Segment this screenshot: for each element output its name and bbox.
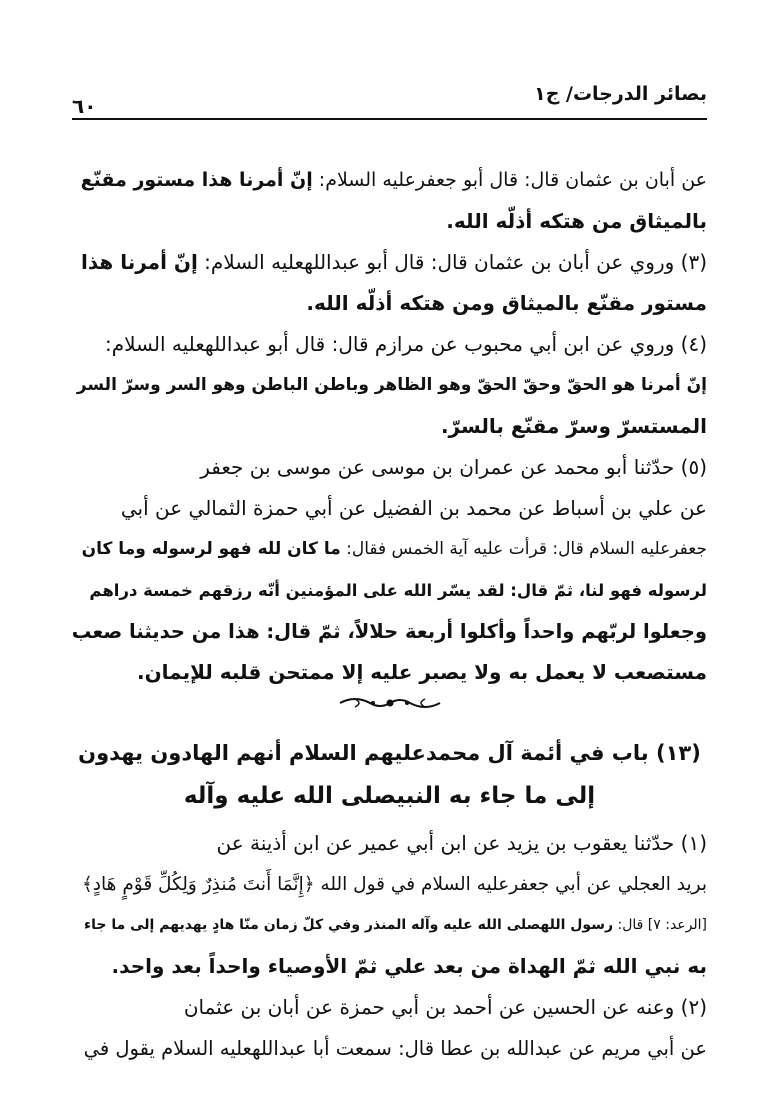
text-line: (٤) وروي عن ابن أبي محبوب عن مرازم قال: قال أبو عبداللهعليه السلام: [105,332,707,356]
text-line: جعفرعليه السلام قال: قرأت عليه آية الخمس فقال: ما كان لله فهو لرسوله وما كان [81,539,707,559]
text-line: المستسرّ وسرّ مقنّع بالسرّ. [440,414,707,438]
text-line: وجعلوا لربّهم واحداً وأكلوا أربعة حلالاً، ثمّ قال: هذا من حديثنا صعب [72,620,707,643]
chapter-heading [72,732,707,818]
text-block-bottom [72,823,707,1069]
text-line: عن أبي مريم عن عبدالله بن عطا قال: سمعت أبا عبداللهعليه السلام يقول في [83,1037,707,1060]
text-line: (٢) وعنه عن الحسين عن أحمد بن أبي حمزة عن أبان بن عثمان [183,995,707,1019]
chapter-heading-line-1: (١٣) باب في أئمة آل محمدعليهم السلام أنهم الهادون يهدون [78,741,701,765]
text-line: مستور مقنّع بالميثاق ومن هتكه أذلّه الله. [306,291,707,315]
page-number: ٦٠ [72,94,97,118]
text-line: بريد العجلي عن أبي جعفرعليه السلام في قول الله ﴿إِنَّمَا أَنتَ مُنذِرٌ وَلِكُلِّ قَوْمٍ هَادٍ﴾ [81,874,707,895]
text-line: [الرعد: ٧] قال: رسول اللهصلى الله عليه وآله المنذر وفي كلّ زمان منّا هادٍ يهديهم إلى ما جاء [83,917,707,933]
text-line: مستصعب لا يعمل به ولا يصبر عليه إلا ممتحن قلبه للإيمان. [136,660,707,684]
running-header-title: بصائر الدرجات/ ج١ [534,83,707,105]
text-line: به نبي الله ثمّ الهداة من بعد علي ثمّ الأوصياء واحداً بعد واحد. [111,954,707,978]
text-line: لرسوله فهو لنا، ثمّ قال: لقد يسّر الله على المؤمنين أنّه رزقهم خمسة دراهم [89,581,707,600]
header-rule [72,118,707,120]
text-line: إنّ أمرنا هو الحقّ وحقّ الحقّ وهو الظاهر وباطن الباطن وهو السر وسرّ السر [76,375,707,395]
text-line: (٥) حدّثنا أبو محمد عن عمران بن موسى عن موسى بن جعفر [200,455,707,479]
text-line: عن علي بن أسباط عن محمد بن الفضيل عن أبي حمزة الثمالي عن أبي [120,496,707,520]
ornament-flourish-icon [335,693,445,713]
section-divider-ornament [0,693,779,717]
chapter-heading-line-2: إلى ما جاء به النبيصلى الله عليه وآله [183,783,596,809]
text-line: عن أبان بن عثمان قال: قال أبو جعفرعليه السلام: إنّ أمرنا هذا مستور مقنّع [80,169,707,191]
text-line: (٣) وروي عن أبان بن عثمان قال: قال أبو عبداللهعليه السلام: إنّ أمرنا هذا [80,250,707,274]
text-block-top [72,160,707,693]
text-line: (١) حدّثنا يعقوب بن يزيد عن ابن أبي عمير عن ابن أذينة عن [216,831,707,855]
text-line: بالميثاق من هتكه أذلّه الله. [446,209,707,233]
